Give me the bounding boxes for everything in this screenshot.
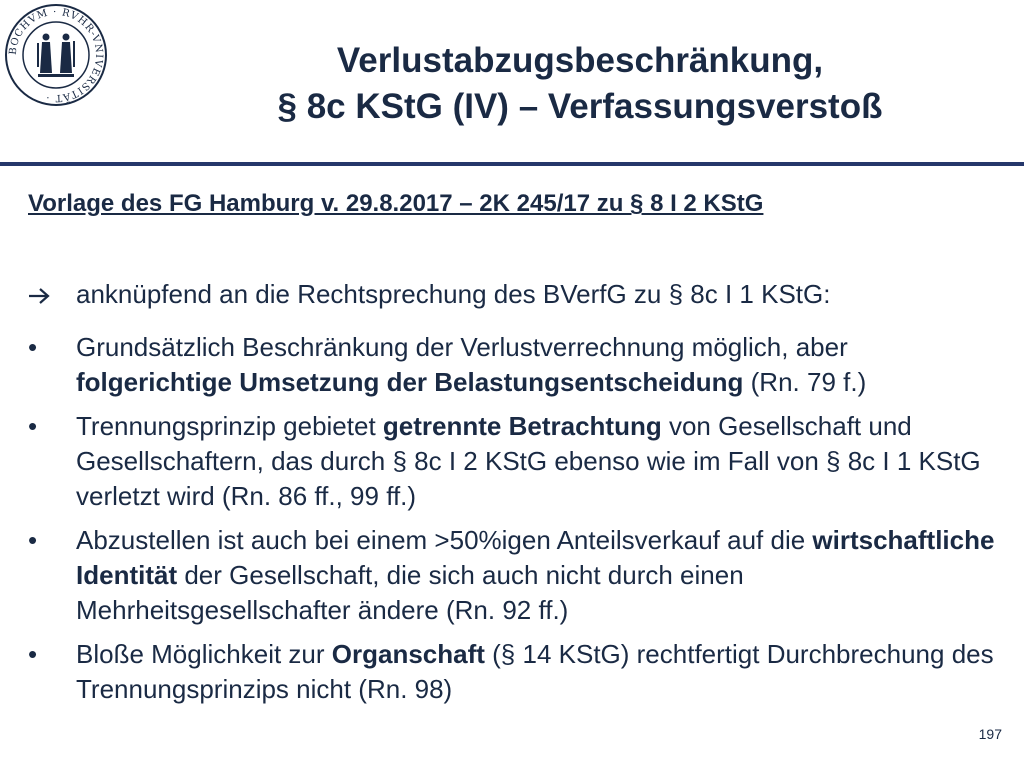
- bullet-text: (§ 14 KStG) rechtfertigt Durchbrechung des Trennungsprinzips nicht (Rn. 98): [76, 639, 994, 704]
- bullet-item: [28, 409, 998, 514]
- arrow-statement: [28, 279, 830, 310]
- bullet-text: Grundsätzlich Beschränkung der Verlustverrechnung möglich, aber: [76, 332, 848, 362]
- svg-text:BOCHVM · RVHR-VNIVERSITÄT ·: BOCHVM · RVHR-VNIVERSITÄT ·: [7, 6, 105, 104]
- bullet-item: [28, 523, 998, 628]
- bullet-text: Abzustellen ist auch bei einem >50%igen Anteilsverkauf auf die: [76, 525, 813, 555]
- bullet-emphasis: getrennte Betrachtung: [382, 411, 662, 441]
- title-line-1: Verlustabzugsbeschränkung,: [336, 41, 824, 80]
- bullet-marker: •: [28, 525, 38, 555]
- bullet-marker: •: [28, 639, 38, 669]
- bullet-marker: •: [28, 411, 38, 441]
- university-seal-logo: [4, 3, 108, 107]
- arrow-statement-text: anknüpfend an die Rechtsprechung des BVerfG zu § 8c I 1 KStG:: [76, 279, 831, 309]
- page-number: 197: [978, 726, 1002, 742]
- bullet-text: Bloße Möglichkeit zur: [76, 639, 332, 669]
- seal-emblem-icon: [4, 3, 108, 107]
- title-line-2: § 8c KStG (IV) – Verfassungsverstoß: [277, 87, 883, 126]
- bullet-emphasis: Organschaft: [331, 639, 485, 669]
- bullet-text: der Gesellschaft, die sich auch nicht durch einen Mehrheitsgesellschafter ändere (Rn. 92 ff.): [76, 560, 744, 625]
- title-divider: [0, 162, 1024, 166]
- bullet-text: von Gesellschaft und Gesellschaftern, das durch § 8c I 2 KStG ebenso wie im Fall von § 8c I 1 KStG verletzt wird (Rn. 86 ff., 99 ff.): [76, 411, 981, 511]
- bullet-marker: •: [28, 332, 38, 362]
- bullet-text: Trennungsprinzip gebietet: [76, 411, 383, 441]
- bullet-text: (Rn. 79 f.): [743, 367, 867, 397]
- arrow-right-icon: [28, 279, 76, 310]
- bullet-emphasis: folgerichtige Umsetzung der Belastungsentscheidung: [76, 367, 744, 397]
- subheading: Vorlage des FG Hamburg v. 29.8.2017 – 2K 245/17 zu § 8 I 2 KStG: [28, 190, 764, 217]
- slide-title: [150, 38, 1010, 130]
- bullet-emphasis: wirtschaftliche Identität: [76, 525, 995, 590]
- bullet-item: [28, 330, 998, 400]
- bullet-list: [28, 330, 998, 716]
- bullet-item: [28, 637, 998, 707]
